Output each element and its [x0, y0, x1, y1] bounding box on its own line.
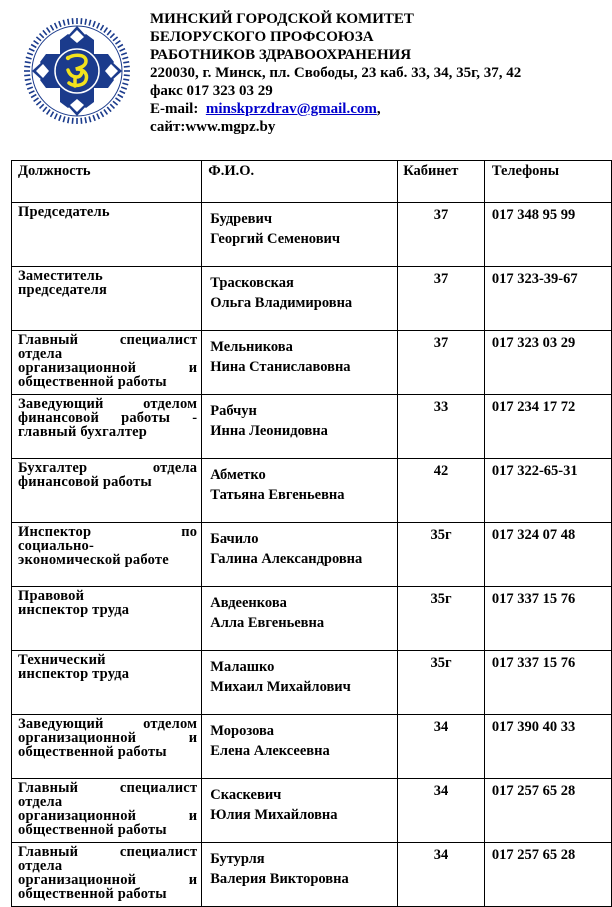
position-line: Технический — [18, 652, 106, 668]
cabinet-cell: 34 — [398, 779, 485, 843]
given-names: Елена Алексеевна — [210, 743, 330, 759]
ring-tick — [26, 57, 32, 59]
ring-tick — [29, 91, 34, 94]
name-cell — [202, 523, 398, 587]
website: сайт:www.mgpz.by — [150, 119, 276, 135]
ring-tick — [43, 30, 47, 35]
ring-tick — [72, 118, 73, 124]
table-row — [12, 779, 612, 843]
ring-tick — [120, 91, 125, 94]
table-row — [12, 395, 612, 459]
position-line: общественной работы — [18, 886, 167, 902]
cabinet-cell: 35г — [398, 651, 485, 715]
position-cell — [12, 715, 202, 779]
ring-tick — [97, 23, 100, 28]
cabinet-cell: 37 — [398, 203, 485, 267]
position-line: общественной работы — [18, 822, 167, 838]
ring-tick — [123, 79, 129, 80]
ring-tick — [47, 28, 50, 33]
position-line: организационной и — [18, 360, 198, 376]
table-header-row — [12, 161, 612, 203]
ring-tick — [55, 23, 58, 28]
ring-tick — [55, 114, 58, 119]
position-line: общественной работы — [18, 744, 167, 760]
given-names: Михаил Михайлович — [210, 679, 351, 695]
column-header-cabinet: Кабинет — [398, 161, 485, 203]
ring-tick — [24, 75, 30, 76]
position-line: инспектор труда — [18, 602, 130, 618]
position-line: Бухгалтер отдела — [18, 460, 198, 476]
position-line: организационной и — [18, 808, 198, 824]
phone-cell: 017 257 65 28 — [484, 843, 611, 907]
column-header-position: Должность — [12, 161, 202, 203]
phone-cell: 017 337 15 76 — [484, 587, 611, 651]
surname: Авдеенкова — [210, 595, 287, 611]
ring-tick — [89, 116, 91, 122]
position-cell — [12, 779, 202, 843]
ring-tick — [36, 37, 41, 41]
ring-tick — [27, 53, 33, 55]
ring-tick — [104, 110, 107, 115]
given-names: Нина Станиславовна — [210, 359, 351, 375]
given-names: Валерия Викторовна — [210, 871, 349, 887]
name-cell — [202, 395, 398, 459]
name-cell — [202, 331, 398, 395]
phone-cell: 017 257 65 28 — [484, 779, 611, 843]
phone-cell: 017 390 40 33 — [484, 715, 611, 779]
surname: Скаскевич — [210, 787, 282, 803]
table-row — [12, 331, 612, 395]
surname: Бачило — [210, 531, 259, 547]
cabinet-cell: 34 — [398, 715, 485, 779]
surname: Малашко — [210, 659, 275, 675]
ring-tick — [93, 115, 95, 121]
ring-tick — [104, 28, 107, 33]
position-line: Заведующий отделом — [18, 396, 198, 412]
ring-tick — [85, 117, 86, 123]
name-cell — [202, 843, 398, 907]
position-cell — [12, 331, 202, 395]
ring-tick — [101, 25, 104, 30]
given-names: Галина Александровна — [210, 551, 363, 567]
table-row — [12, 267, 612, 331]
ring-tick — [97, 114, 100, 119]
fax: факс 017 323 03 29 — [150, 83, 273, 99]
surname: Абметко — [210, 467, 266, 483]
organization-header — [150, 10, 521, 136]
phone-cell: 017 323-39-67 — [484, 267, 611, 331]
ring-tick — [121, 87, 127, 89]
ring-tick — [68, 117, 69, 123]
position-line: Главный специалист — [18, 332, 198, 348]
ring-tick — [34, 98, 39, 101]
ring-tick — [36, 101, 41, 105]
name-cell — [202, 267, 398, 331]
ring-tick — [34, 41, 39, 44]
given-names: Юлия Михайловна — [210, 807, 338, 823]
ring-tick — [124, 66, 130, 67]
position-cell — [12, 843, 202, 907]
position-cell — [12, 203, 202, 267]
ring-tick — [120, 49, 125, 52]
ring-tick — [81, 118, 82, 124]
given-names: Инна Леонидовна — [210, 423, 328, 439]
ring-tick — [81, 18, 82, 24]
address: 220030, г. Минск, пл. Свободы, 23 каб. 33, 34, 35г, 37, 42 — [150, 65, 522, 81]
position-cell — [12, 523, 202, 587]
ring-tick — [68, 19, 69, 25]
ring-tick — [63, 116, 65, 122]
medical-union-emblem-icon — [22, 16, 132, 126]
phone-cell: 017 337 15 76 — [484, 651, 611, 715]
table-row — [12, 843, 612, 907]
position-line: Инспектор по — [18, 524, 198, 540]
position-line: Главный специалист — [18, 844, 198, 860]
name-cell — [202, 715, 398, 779]
column-header-phones: Телефоны — [484, 161, 611, 203]
ring-tick — [43, 107, 47, 112]
surname: Рабчун — [210, 403, 257, 419]
ring-tick — [113, 37, 118, 41]
org-name-line: МИНСКИЙ ГОРОДСКОЙ КОМИТЕТ — [150, 11, 414, 27]
position-line: финансовой работы - — [18, 410, 198, 426]
ring-tick — [25, 79, 31, 80]
ring-tick — [124, 75, 130, 76]
phone-cell: 017 234 17 72 — [484, 395, 611, 459]
table-row — [12, 587, 612, 651]
name-cell — [202, 203, 398, 267]
position-line: экономической работе — [18, 552, 169, 568]
ring-tick — [25, 62, 31, 63]
email-link[interactable]: minskprzdrav@gmail.com — [205, 101, 377, 117]
ring-tick — [47, 110, 50, 115]
ring-tick — [72, 18, 73, 24]
position-line: Правовой — [18, 588, 85, 604]
position-line: социально- — [18, 538, 95, 554]
surname: Мельникова — [210, 339, 293, 355]
email-row — [150, 100, 521, 118]
position-line: Главный специалист — [18, 780, 198, 796]
ring-tick — [118, 45, 123, 48]
position-line: Заведующий отделом — [18, 716, 198, 732]
ring-tick — [116, 98, 121, 101]
cabinet-cell: 37 — [398, 267, 485, 331]
table-row — [12, 459, 612, 523]
position-line: главный бухгалтер — [18, 424, 148, 440]
ring-tick — [31, 45, 36, 48]
email-suffix: , — [376, 101, 381, 117]
ring-tick — [110, 34, 114, 38]
ring-tick — [118, 95, 123, 98]
cabinet-cell: 42 — [398, 459, 485, 523]
position-line: организационной и — [18, 730, 198, 746]
name-cell — [202, 779, 398, 843]
surname: Трасковская — [210, 275, 294, 291]
table-row — [12, 715, 612, 779]
table-row — [12, 203, 612, 267]
given-names: Георгий Семенович — [210, 231, 341, 247]
ring-tick — [110, 104, 114, 108]
given-names: Татьяна Евгеньевна — [210, 487, 345, 503]
phone-cell: 017 324 07 48 — [484, 523, 611, 587]
ring-tick — [24, 66, 30, 67]
org-name-line: РАБОТНИКОВ ЗДРАВООХРАНЕНИЯ — [150, 47, 412, 63]
ring-tick — [101, 112, 104, 117]
table-row — [12, 651, 612, 715]
cabinet-cell: 34 — [398, 843, 485, 907]
staff-contacts-table — [11, 160, 612, 907]
ring-tick — [107, 30, 111, 35]
ring-tick — [113, 101, 118, 105]
ring-tick — [85, 19, 86, 25]
surname: Бутурля — [210, 851, 265, 867]
ring-tick — [121, 53, 127, 55]
position-line: Председатель — [18, 204, 110, 220]
position-line: отдела — [18, 858, 63, 874]
ring-tick — [122, 57, 128, 59]
cabinet-cell: 33 — [398, 395, 485, 459]
ring-tick — [122, 83, 128, 85]
position-line: Заместитель — [18, 268, 103, 284]
table-row — [12, 523, 612, 587]
ring-tick — [51, 25, 54, 30]
position-line: отдела — [18, 346, 63, 362]
ring-tick — [29, 49, 34, 52]
name-cell — [202, 587, 398, 651]
ring-tick — [63, 20, 65, 26]
ring-tick — [93, 21, 95, 27]
position-cell — [12, 587, 202, 651]
phone-cell: 017 323 03 29 — [484, 331, 611, 395]
position-cell — [12, 459, 202, 523]
name-cell — [202, 651, 398, 715]
ring-tick — [89, 20, 91, 26]
name-cell — [202, 459, 398, 523]
given-names: Ольга Владимировна — [210, 295, 353, 311]
position-line: финансовой работы — [18, 474, 152, 490]
ring-tick — [59, 115, 61, 121]
ring-tick — [40, 104, 44, 108]
position-cell — [12, 395, 202, 459]
cabinet-cell: 35г — [398, 587, 485, 651]
position-cell — [12, 267, 202, 331]
ring-tick — [107, 107, 111, 112]
surname: Будревич — [210, 211, 273, 227]
ring-tick — [59, 21, 61, 27]
surname: Морозова — [210, 723, 275, 739]
phone-cell: 017 322-65-31 — [484, 459, 611, 523]
position-line: отдела — [18, 794, 63, 810]
ring-tick — [40, 34, 44, 38]
position-line: организационной и — [18, 872, 198, 888]
position-cell — [12, 651, 202, 715]
cabinet-cell: 35г — [398, 523, 485, 587]
position-line: общественной работы — [18, 374, 167, 390]
ring-tick — [26, 83, 32, 85]
email-label: E-mail: — [150, 101, 199, 117]
ring-tick — [27, 87, 33, 89]
ring-tick — [123, 62, 129, 63]
position-line: инспектор труда — [18, 666, 130, 682]
cabinet-cell: 37 — [398, 331, 485, 395]
ring-tick — [116, 41, 121, 44]
given-names: Алла Евгеньевна — [210, 615, 325, 631]
phone-cell: 017 348 95 99 — [484, 203, 611, 267]
ring-tick — [31, 95, 36, 98]
column-header-name: Ф.И.О. — [202, 161, 398, 203]
position-line: председателя — [18, 282, 108, 298]
ring-tick — [51, 112, 54, 117]
org-name-line: БЕЛОРУСКОГО ПРОФСОЮЗА — [150, 29, 374, 45]
